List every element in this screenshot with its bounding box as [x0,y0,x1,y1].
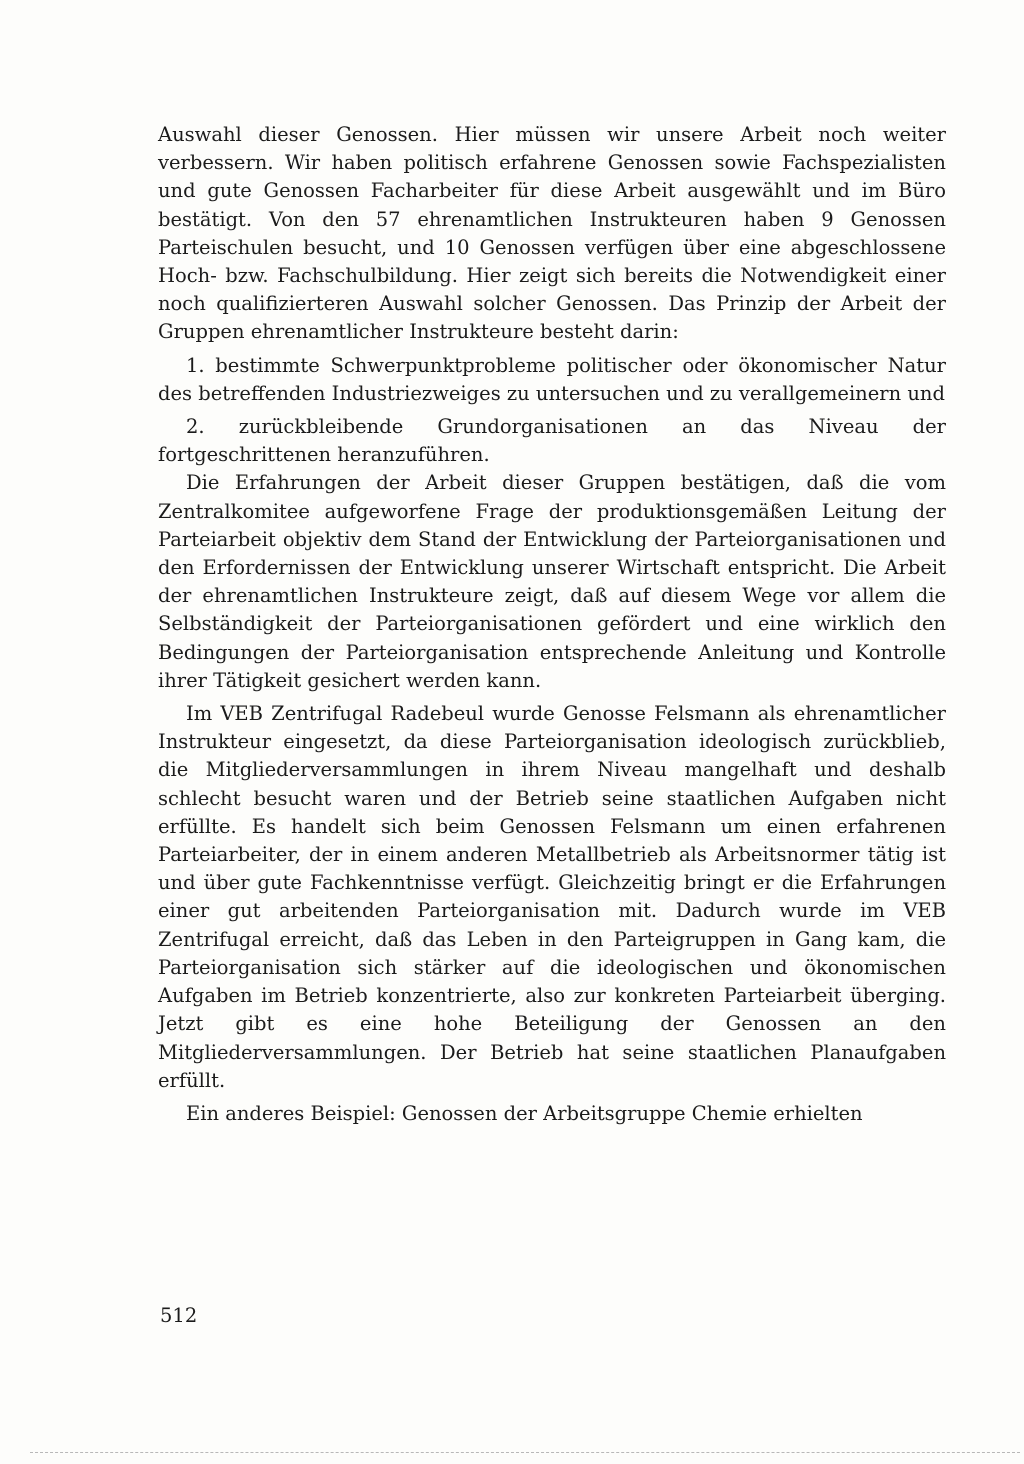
paragraph-veb-zentrifugal: Im VEB Zentrifugal Radebeul wurde Genosse Felsmann als ehrenamtlicher Instrukteur eingesetzt, da diese Parteiorganisation ideologisch zurückblieb, die Mitgliederversammlungen in ihrem Niveau mangelhaft und deshalb schlecht besucht waren und der Betrieb seine staatlichen Aufgaben nicht erfüllte. Es handelt sich beim Genossen Felsmann um einen erfahrenen Parteiarbeiter, der in einem anderen Metallbetrieb als Arbeitsnormer tätig ist und über gute Fachkenntnisse verfügt. Gleichzeitig bringt er die Erfahrungen einer gut arbeitenden Parteiorganisation mit. Dadurch wurde im VEB Zentrifugal erreicht, daß das Leben in den Parteigruppen in Gang kam, die Parteiorganisation sich stärker auf die ideologischen und ökonomischen Aufgaben im Betrieb konzentrierte, also zur konkreten Parteiarbeit überging. Jetzt gibt es eine hohe Beteiligung der Genossen an den Mitgliederversammlungen. Der Betrieb hat seine staatlichen Planaufgaben erfüllt. [158,702,946,1092]
paragraph-another-example: Ein anderes Beispiel: Genossen der Arbeitsgruppe Chemie erhielten [186,1101,863,1125]
list-item-1: 1. bestimmte Schwerpunktprobleme politischer oder ökonomischer Natur des betreffenden Industriezweiges zu untersuchen und zu verallgemeinern und [158,353,946,405]
page-number: 512 [160,1304,198,1327]
list-item-2: 2. zurückbleibende Grundorganisationen an das Niveau der fortgeschrittenen heranzuführen. [158,415,946,467]
paragraph-selection-of-comrades: Auswahl dieser Genossen. Hier müssen wir unsere Arbeit noch weiter verbessern. Wir haben politisch erfahrene Genossen sowie Fachspezialisten und gute Genossen Facharbeiter für diese Arbeit ausgewählt und im Büro bestätigt. Von den 57 ehrenamtlichen Instrukteuren haben 9 Genossen Parteischulen besucht, und 10 Genossen verfügen über eine abgeschlossene Hoch- bzw. Fachschulbildung. Hier zeigt sich bereits die Notwendigkeit einer noch qualifizierteren Auswahl solcher Genossen. Das Prinzip der Arbeit der Gruppen ehrenamtlicher Instrukteure besteht darin: [158,123,946,344]
scan-edge-divider [30,1452,1020,1453]
body-text [158,121,946,1128]
paragraph-experiences: Die Erfahrungen der Arbeit dieser Gruppen bestätigen, daß die vom Zentralkomitee aufgeworfene Frage der produktionsgemäßen Leitung der Parteiarbeit objektiv dem Stand der Entwicklung der Parteiorganisationen und den Erfordernissen der Entwicklung unserer Wirtschaft entspricht. Die Arbeit der ehrenamtlichen Instrukteure zeigt, daß auf diesem Wege vor allem die Selbständigkeit der Parteiorganisationen gefördert und eine wirklich den Bedingungen der Parteiorganisation entsprechende Anleitung und Kontrolle ihrer Tätigkeit gesichert werden kann. [158,471,946,692]
